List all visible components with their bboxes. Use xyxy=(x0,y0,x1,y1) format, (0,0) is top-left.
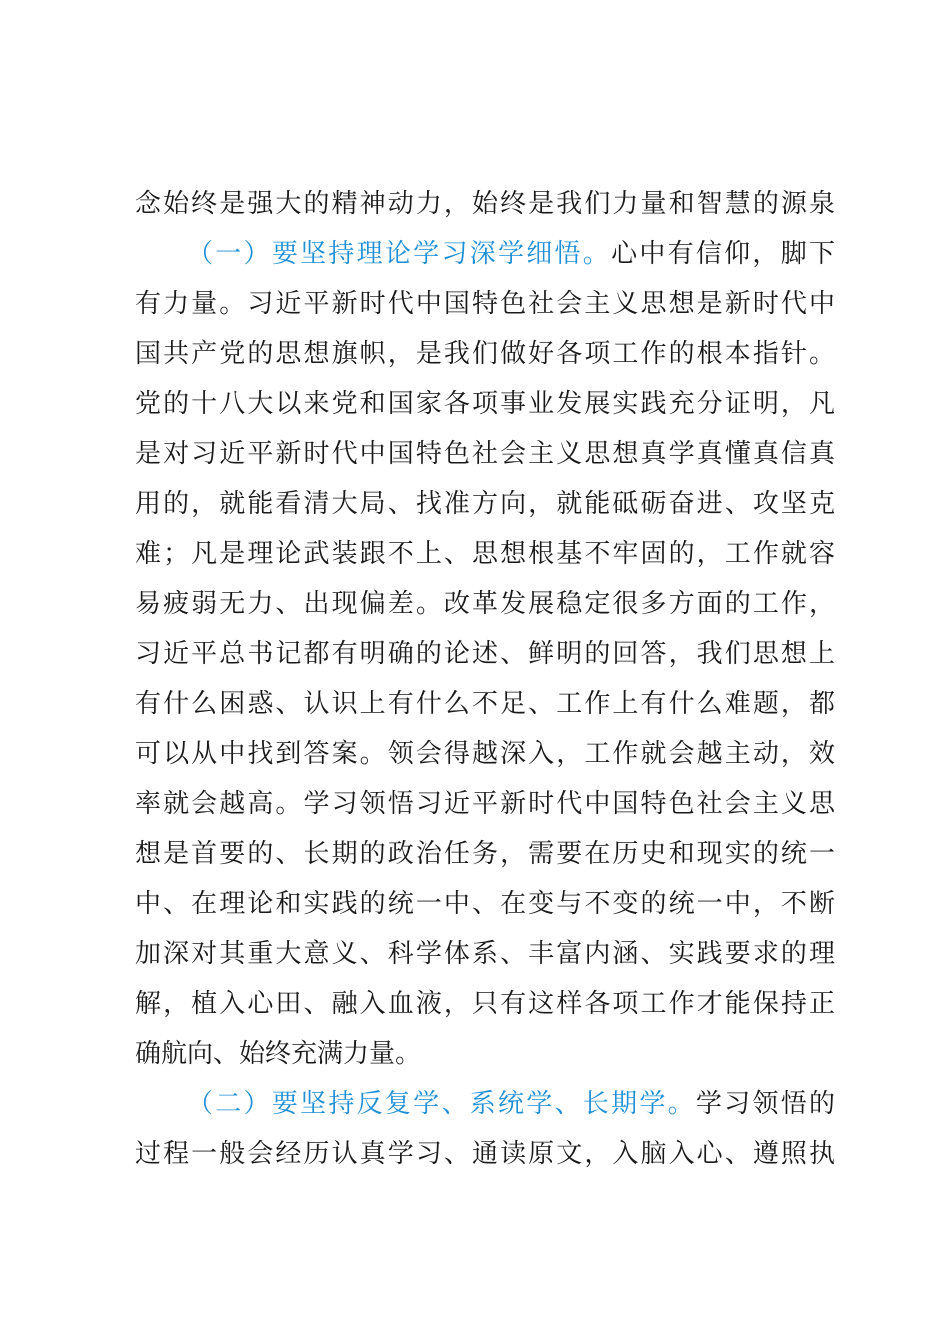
paragraph-first-line xyxy=(187,1088,835,1120)
paragraph-line: 念始终是强大的精神动力，始终是我们力量和智慧的源泉 xyxy=(135,189,835,219)
section-heading: （一）要坚持理论学习深学细悟。 xyxy=(187,239,612,269)
paragraph-line: 确航向、始终充满力量。 xyxy=(135,1039,422,1069)
paragraph-line: 想是首要的、长期的政治任务，需要在历史和现实的统一 xyxy=(135,839,835,869)
section-heading: （二）要坚持反复学、系统学、长期学。 xyxy=(187,1089,696,1119)
paragraph-line: 有什么困惑、认识上有什么不足、工作上有什么难题，都 xyxy=(135,689,835,719)
paragraph-line: 易疲弱无力、出现偏差。改革发展稳定很多方面的工作， xyxy=(135,589,835,619)
paragraph-first-line xyxy=(187,238,835,270)
paragraph-line: 有力量。习近平新时代中国特色社会主义思想是新时代中 xyxy=(135,289,835,319)
paragraph-line: 难；凡是理论武装跟不上、思想根基不牢固的，工作就容 xyxy=(135,539,835,569)
paragraph-line: 加深对其重大意义、科学体系、丰富内涵、实践要求的理 xyxy=(135,939,835,969)
paragraph-line: 解，植入心田、融入血液，只有这样各项工作才能保持正 xyxy=(135,989,835,1019)
paragraph-line: 率就会越高。学习领悟习近平新时代中国特色社会主义思 xyxy=(135,789,835,819)
paragraph-line: 是对习近平新时代中国特色社会主义思想真学真懂真信真 xyxy=(135,439,835,469)
paragraph-line: 中、在理论和实践的统一中、在变与不变的统一中，不断 xyxy=(135,889,835,919)
paragraph-text: 学习领悟的 xyxy=(695,1089,835,1119)
paragraph-text: 心中有信仰，脚下 xyxy=(611,239,835,269)
paragraph-line: 用的，就能看清大局、找准方向，就能砥砺奋进、攻坚克 xyxy=(135,489,835,519)
paragraph-line: 可以从中找到答案。领会得越深入，工作就会越主动，效 xyxy=(135,739,835,769)
paragraph-line: 党的十八大以来党和国家各项事业发展实践充分证明，凡 xyxy=(135,389,835,419)
paragraph-line: 过程一般会经历认真学习、通读原文，入脑入心、遵照执 xyxy=(135,1139,835,1169)
paragraph-line: 国共产党的思想旗帜，是我们做好各项工作的根本指针。 xyxy=(135,339,835,369)
paragraph-line: 习近平总书记都有明确的论述、鲜明的回答，我们思想上 xyxy=(135,639,835,669)
